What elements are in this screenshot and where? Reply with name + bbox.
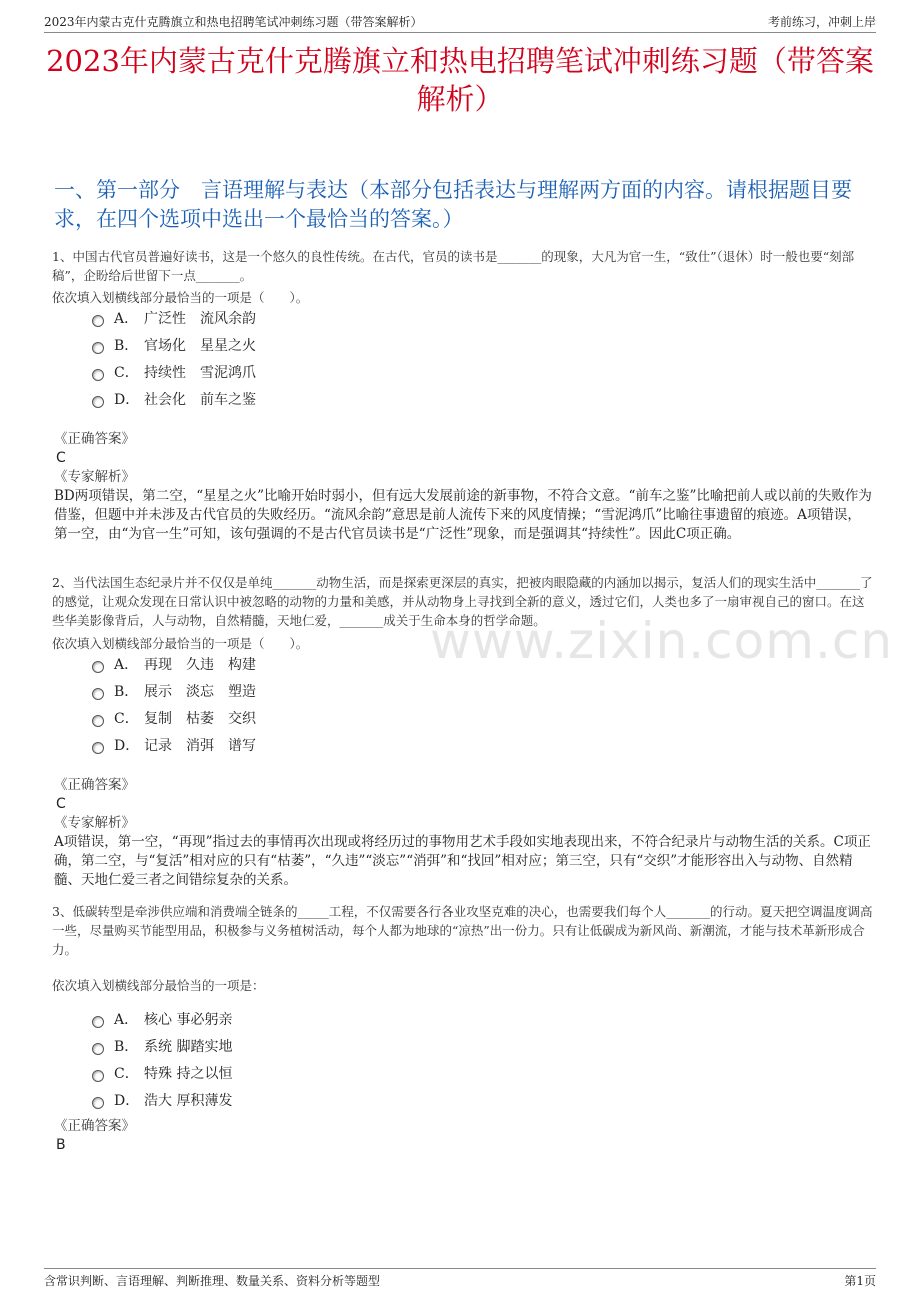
option-d[interactable] (92, 1086, 232, 1113)
radio-icon[interactable] (92, 369, 104, 381)
option-c[interactable] (92, 1059, 232, 1086)
analysis-label: 《专家解析》 (54, 469, 135, 485)
option-letter: A． (114, 656, 139, 673)
section-heading: 一、第一部分 言语理解与表达（本部分包括表达与理解两方面的内容。请根据题目要求，在四个选项中选出一个最恰当的答案。） (54, 178, 852, 231)
option-letter: B． (114, 1038, 139, 1055)
option-b[interactable] (92, 331, 256, 358)
watermark: www.zixin.com.cn (430, 612, 894, 670)
correct-answer: B (56, 1137, 66, 1153)
radio-icon[interactable] (92, 1070, 104, 1082)
option-letter: C． (114, 1065, 139, 1082)
option-label: 广泛性 流风余韵 (144, 310, 256, 327)
answer-label: 《正确答案》 (54, 1118, 135, 1134)
question-1-text: 1、中国古代官员普遍好读书，这是一个悠久的良性传统。在古代，官员的读书是_______的现象，大凡为官一生，“致仕”（退休）时一般也要“刻部稿”，企盼给后世留下一点_______。 (52, 249, 855, 283)
option-c[interactable] (92, 704, 256, 731)
question-1-answer-block (54, 430, 874, 544)
header-doc-title: 2023年内蒙古克什克腾旗立和热电招聘笔试冲刺练习题（带答案解析） (44, 14, 423, 29)
option-letter: C． (114, 710, 139, 727)
option-d[interactable] (92, 731, 256, 758)
question-3-prompt: 依次填入划横线部分最恰当的一项是： (52, 978, 265, 993)
option-letter: A． (114, 310, 139, 327)
radio-icon[interactable] (92, 1043, 104, 1055)
radio-icon[interactable] (92, 315, 104, 327)
answer-label: 《正确答案》 (54, 777, 135, 793)
analysis-text: BD两项错误，第二空，“星星之火”比喻开始时弱小，但有远大发展前途的新事物，不符合文意。“前车之鉴”比喻把前人或以前的失败作为借鉴，但题中并未涉及古代官员的失败经历。“流风余韵”意思是前人流传下来的风度情操；“雪泥鸿爪”比喻往事遗留的痕迹。A项错误，第一空，由“为官一生”可知，该句强调的不是古代官员读书是“广泛性”现象，而是强调其“持续性”。因此C项正确。 (54, 488, 872, 542)
option-letter: D． (114, 391, 140, 408)
page-header (44, 10, 876, 33)
option-label: 再现 久违 构建 (144, 656, 256, 673)
option-letter: D． (114, 737, 140, 754)
option-label: 记录 消弭 谱写 (144, 737, 256, 754)
option-letter: A． (114, 1011, 139, 1028)
option-letter: D． (114, 1092, 140, 1109)
question-2-prompt: 依次填入划横线部分最恰当的一项是（ ）。 (52, 636, 309, 651)
document-title: 2023年内蒙古克什克腾旗立和热电招聘笔试冲刺练习题（带答案解析） (46, 44, 874, 116)
option-letter: B． (114, 337, 139, 354)
option-label: 复制 枯萎 交织 (144, 710, 256, 727)
option-b[interactable] (92, 677, 256, 704)
analysis-label: 《专家解析》 (54, 815, 135, 831)
option-label: 系统 脚踏实地 (144, 1038, 233, 1055)
radio-icon[interactable] (92, 742, 104, 754)
option-label: 特殊 持之以恒 (144, 1065, 233, 1082)
option-letter: B． (114, 683, 139, 700)
question-2-text: 2、当代法国生态纪录片并不仅仅是单纯_______动物生活，而是探索更深层的真实，把被肉眼隐藏的内涵加以揭示，复活人们的现实生活中_______了的感觉，让观众发现在日常认识中被忽略的动物的力量和美感，并从动物身上寻找到全新的意义，透过它们，人类也多了一扇审视自己的窗口。在这些华美影像背后，人与动物，自然精髓，天地仁爱，_______成关于生命本身的哲学命题。 (52, 575, 873, 628)
option-label: 核心 事必躬亲 (144, 1011, 233, 1028)
radio-icon[interactable] (92, 396, 104, 408)
analysis-text: A项错误，第一空，“再现”指过去的事情再次出现或将经历过的事物用艺术手段如实地表现出来，不符合纪录片与动物生活的关系。C项正确，第二空，与“复活”相对应的只有“枯萎”，“久违”“淡忘”“消弭”和“找回”相对应；第三空，只有“交织”才能形容出入与动物、自然精髓、天地仁爱三者之间错综复杂的关系。 (54, 834, 871, 888)
question-3-options (92, 1005, 232, 1113)
question-2-options (92, 650, 256, 758)
question-3-text: 3、低碳转型是牵涉供应端和消费端全链条的_____工程，不仅需要各行各业攻坚克难的决心，也需要我们每个人_______的行动。夏天把空调温度调高一些，尽量购买节能型用品，积极参与义务植树活动，每个人都为地球的“凉热”出一份力。只有让低碳成为新风尚、新潮流，才能与技术革新形成合力。 (52, 904, 873, 957)
option-a[interactable] (92, 1005, 232, 1032)
option-d[interactable] (92, 385, 256, 412)
option-letter: C． (114, 364, 139, 381)
radio-icon[interactable] (92, 1097, 104, 1109)
question-1-prompt: 依次填入划横线部分最恰当的一项是（ ）。 (52, 290, 309, 305)
radio-icon[interactable] (92, 715, 104, 727)
radio-icon[interactable] (92, 661, 104, 673)
header-slogan: 考前练习，冲刺上岸 (767, 14, 876, 29)
radio-icon[interactable] (92, 688, 104, 700)
correct-answer: C (56, 450, 66, 466)
option-a[interactable] (92, 650, 256, 677)
option-b[interactable] (92, 1032, 232, 1059)
footer-topics: 含常识判断、言语理解、判断推理、数量关系、资料分析等题型 (44, 1273, 381, 1288)
option-label: 持续性 雪泥鸿爪 (144, 364, 256, 381)
option-c[interactable] (92, 358, 256, 385)
page-number: 第1页 (844, 1273, 876, 1288)
correct-answer: C (56, 796, 66, 812)
question-2-answer-block (54, 776, 874, 890)
option-label: 展示 淡忘 塑造 (144, 683, 256, 700)
option-label: 社会化 前车之鉴 (144, 391, 256, 408)
answer-label: 《正确答案》 (54, 431, 135, 447)
page-footer (44, 1268, 876, 1291)
option-label: 浩大 厚积薄发 (144, 1092, 233, 1109)
question-1-options (92, 304, 256, 412)
option-a[interactable] (92, 304, 256, 331)
radio-icon[interactable] (92, 1016, 104, 1028)
radio-icon[interactable] (92, 342, 104, 354)
option-label: 官场化 星星之火 (144, 337, 256, 354)
question-3-answer-block (54, 1117, 874, 1155)
